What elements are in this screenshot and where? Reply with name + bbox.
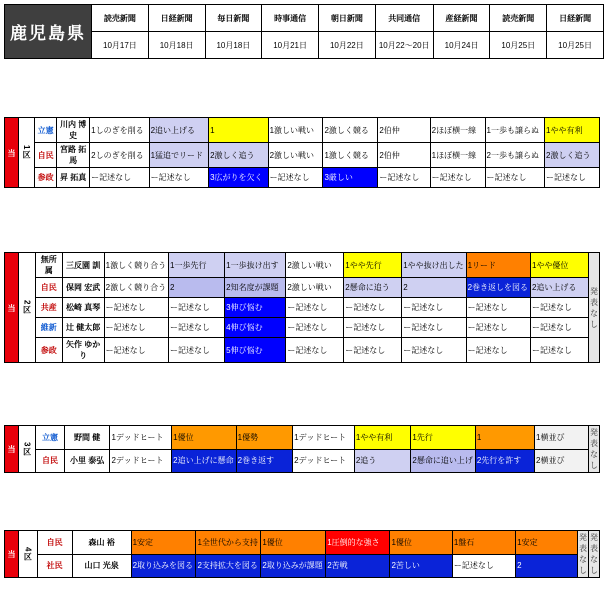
forecast-cell: ー記述なし [286,318,344,338]
forecast-cell: 1激しく競り合う [104,253,168,278]
forecast-cell: ー記述なし [344,298,402,318]
paper-name: 日経新聞 [148,5,205,32]
candidate-name: 小里 泰弘 [64,449,110,473]
forecast-cell: 1やや抜け出した [402,253,466,278]
forecast-cell: 2 [169,278,225,298]
forecast-cell: 1やや先行 [344,253,402,278]
table-row [5,253,600,278]
forecast-cell: 2支持拡大を図る [196,554,261,578]
district-block [4,425,600,473]
forecast-cell: 2激しい戦い [286,278,344,298]
forecast-cell: ー記述なし [485,168,544,188]
forecast-cell: ー記述なし [344,338,402,363]
district-block [4,530,600,578]
forecast-cell: 1安定 [131,531,196,555]
district-label: 2区 [19,253,36,363]
table-row [5,426,600,450]
forecast-cell: 2 [516,554,578,578]
forecast-cell: 3伸び悩む [225,298,286,318]
forecast-cell: 2先行を許す [475,449,534,473]
party-label: 維新 [35,318,62,338]
paper-date: 10月25日 [547,32,604,59]
paper-name: 毎日新聞 [205,5,262,32]
forecast-cell: 1猛追でリード [149,143,208,168]
forecast-cell: 1 [475,426,534,450]
paper-date: 10月21日 [262,32,319,59]
elected-marker: 当 [5,118,19,188]
no-data-cell: 発表なし [589,253,600,363]
forecast-cell: 1優位 [390,531,452,555]
forecast-cell: ー記述なし [466,338,530,363]
forecast-cell: 1激しく競る [323,143,378,168]
candidate-name: 保岡 宏武 [62,278,104,298]
forecast-cell: ー記述なし [402,318,466,338]
forecast-cell: 3広がりを欠く [209,168,268,188]
forecast-cell: 2苦しい [390,554,452,578]
candidate-name: 辻 健太郎 [62,318,104,338]
table-row [5,318,600,338]
forecast-cell: ー記述なし [430,168,485,188]
forecast-cell: ー記述なし [286,298,344,318]
forecast-cell: 2ほぼ横一線 [430,118,485,143]
forecast-cell: 1安定 [516,531,578,555]
forecast-cell: 2巻き返しを図る [466,278,530,298]
forecast-cell: ー記述なし [104,338,168,363]
district-table [4,252,600,363]
forecast-cell: ー記述なし [530,298,588,318]
table-row [5,278,600,298]
paper-date: 10月18日 [205,32,262,59]
forecast-cell: 1 [209,118,268,143]
paper-date: 10月18日 [148,32,205,59]
forecast-cell: 1やや有利 [354,426,411,450]
party-label: 自民 [37,531,72,555]
table-row [5,118,600,143]
forecast-cell: 1優勢 [236,426,293,450]
forecast-cell: ー記述なし [378,168,430,188]
district-label: 1区 [19,118,35,188]
forecast-cell: 1しのぎを削る [90,118,149,143]
forecast-cell: 1リード [466,253,530,278]
candidate-name: 森山 裕 [72,531,131,555]
forecast-cell: 1優位 [172,426,236,450]
paper-name: 読売新聞 [490,5,547,32]
table-row [5,143,600,168]
forecast-cell: 2激しい戦い [268,143,323,168]
forecast-cell: 1全世代から支持 [196,531,261,555]
forecast-cell: 1やや優位 [530,253,588,278]
forecast-cell: ー記述なし [90,168,149,188]
paper-name: 日経新聞 [547,5,604,32]
party-label: 自民 [36,449,64,473]
table-row [5,531,600,555]
forecast-cell: 1デッドヒート [110,426,172,450]
elected-marker: 当 [5,531,19,578]
forecast-cell: 2横並び [535,449,589,473]
forecast-cell: 1一歩抜け出す [225,253,286,278]
forecast-cell: 2巻き返す [236,449,293,473]
candidate-name: 松崎 真琴 [62,298,104,318]
paper-date: 10月22日 [318,32,375,59]
forecast-cell: ー記述なし [104,298,168,318]
party-label: 参政 [35,168,57,188]
party-label: 共産 [35,298,62,318]
forecast-cell: 2 [402,278,466,298]
party-label: 自民 [35,143,57,168]
forecast-cell: 5伸び悩む [225,338,286,363]
table-row [5,168,600,188]
page-title: 鹿児島県 [5,5,92,59]
paper-name: 時事通信 [262,5,319,32]
district-block [4,252,600,363]
forecast-cell: 2一歩も譲らぬ [485,143,544,168]
forecast-cell: 4伸び悩む [225,318,286,338]
district-label: 3区 [19,426,36,473]
forecast-cell: 1優位 [261,531,326,555]
forecast-cell: ー記述なし [530,318,588,338]
forecast-cell: ー記述なし [545,168,600,188]
forecast-cell: 2激しく追う [545,143,600,168]
candidate-name: 山口 光泉 [72,554,131,578]
party-label: 社民 [37,554,72,578]
forecast-cell: 2追い上げる [530,278,588,298]
no-data-cell: 発表なし [578,531,589,578]
table-row [5,298,600,318]
candidate-name: 三反園 訓 [62,253,104,278]
forecast-cell: ー記述なし [169,318,225,338]
paper-date: 10月25日 [490,32,547,59]
header-table [4,4,604,59]
forecast-cell: 2激しい戦い [286,253,344,278]
party-label: 立憲 [35,118,57,143]
table-row [5,449,600,473]
district-block [4,117,600,188]
forecast-cell: 1一歩も譲らぬ [485,118,544,143]
forecast-cell: 2知名度が課題 [225,278,286,298]
forecast-cell: 2苦戦 [326,554,390,578]
forecast-cell: 3厳しい [323,168,378,188]
candidate-name: 野間 健 [64,426,110,450]
candidate-name: 矢作 ゆかり [62,338,104,363]
candidate-name: 宮路 拓馬 [57,143,90,168]
forecast-cell: ー記述なし [530,338,588,363]
forecast-cell: 2伯仲 [378,118,430,143]
candidate-name: 川内 博史 [57,118,90,143]
forecast-cell: 2伯仲 [378,143,430,168]
forecast-cell: ー記述なし [402,298,466,318]
forecast-cell: 2激しく追う [209,143,268,168]
paper-name: 共同通信 [375,5,433,32]
table-row [5,554,600,578]
paper-name: 読売新聞 [92,5,149,32]
elected-marker: 当 [5,253,19,363]
forecast-cell: 1やや有利 [545,118,600,143]
forecast-cell: 2取り込みを図る [131,554,196,578]
forecast-cell: ー記述なし [402,338,466,363]
paper-date: 10月17日 [92,32,149,59]
forecast-cell: 1ほぼ横一線 [430,143,485,168]
forecast-cell: 1一歩先行 [169,253,225,278]
party-label: 立憲 [36,426,64,450]
forecast-cell: 2追う [354,449,411,473]
district-table [4,117,600,188]
paper-name: 産経新聞 [433,5,490,32]
district-table [4,425,600,473]
forecast-cell: ー記述なし [452,554,515,578]
forecast-cell: 1先行 [411,426,475,450]
party-label: 参政 [35,338,62,363]
party-label: 自民 [35,278,62,298]
forecast-cell: ー記述なし [169,298,225,318]
paper-name: 朝日新聞 [318,5,375,32]
forecast-cell: 2激しく競る [323,118,378,143]
no-data-cell: 発表なし [589,531,600,578]
forecast-cell: 2追い上げに懸命 [172,449,236,473]
forecast-cell: 2激しく競り合う [104,278,168,298]
district-table [4,530,600,578]
forecast-cell: 2懸命に追う [344,278,402,298]
forecast-cell: 2デッドヒート [110,449,172,473]
forecast-cell: 1デッドヒート [293,426,355,450]
forecast-cell: 2しのぎを削る [90,143,149,168]
forecast-cell: ー記述なし [149,168,208,188]
forecast-cell: ー記述なし [169,338,225,363]
paper-date: 10月22〜20日 [375,32,433,59]
forecast-cell: ー記述なし [466,318,530,338]
elected-marker: 当 [5,426,19,473]
forecast-cell: 2懸命に追い上げ [411,449,475,473]
no-data-cell: 発表なし [589,426,600,473]
party-label: 無所属 [35,253,62,278]
forecast-cell: ー記述なし [466,298,530,318]
forecast-cell: 2取り込みが課題 [261,554,326,578]
forecast-cell: 2追い上げる [149,118,208,143]
district-label: 4区 [19,531,38,578]
forecast-cell: ー記述なし [286,338,344,363]
forecast-cell: 1激しい戦い [268,118,323,143]
forecast-cell: 2デッドヒート [293,449,355,473]
forecast-cell: 1横並び [535,426,589,450]
table-row [5,338,600,363]
forecast-cell: ー記述なし [344,318,402,338]
forecast-cell: 1圧倒的な強さ [326,531,390,555]
forecast-cell: ー記述なし [268,168,323,188]
paper-date: 10月24日 [433,32,490,59]
forecast-cell: 1盤石 [452,531,515,555]
forecast-cell: ー記述なし [104,318,168,338]
candidate-name: 昇 拓真 [57,168,90,188]
